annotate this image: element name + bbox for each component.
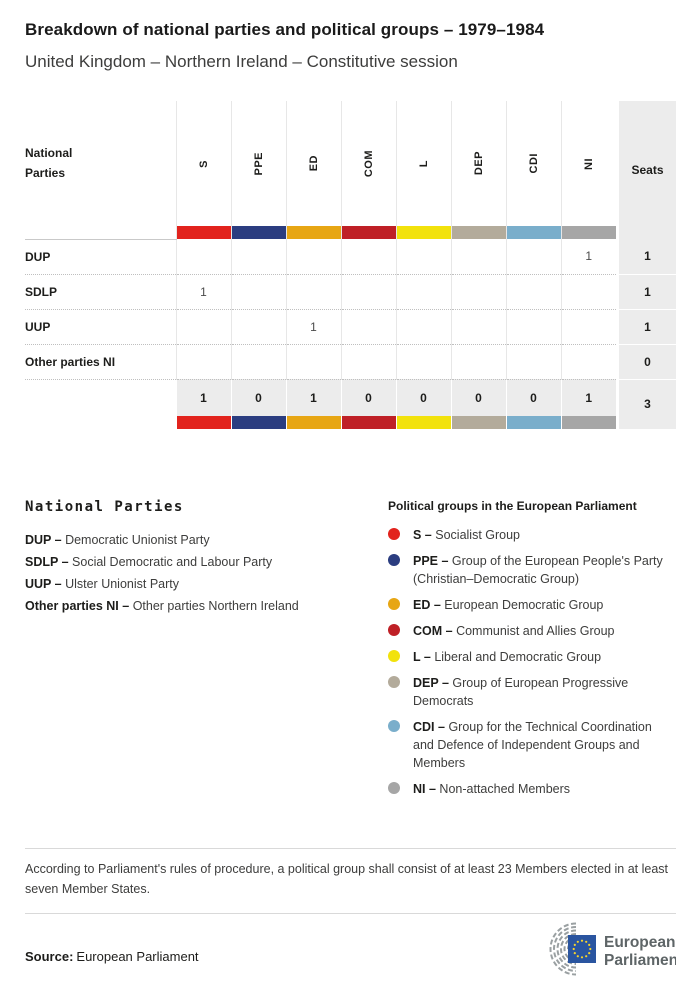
row-total-cell: 0 xyxy=(619,344,676,379)
party-label: UUP xyxy=(25,309,176,344)
group-color-bar xyxy=(396,416,451,429)
seat-cell xyxy=(396,274,451,309)
row-total-cell: 1 xyxy=(619,239,676,274)
seat-cell xyxy=(396,309,451,344)
column-total-cell: 0 xyxy=(506,379,561,416)
table-totals-row xyxy=(25,379,676,416)
group-color-bar xyxy=(286,416,341,429)
legend-color-dot xyxy=(388,676,400,688)
group-color-bar xyxy=(176,416,231,429)
page-title: Breakdown of national parties and political groups – 1979–1984 xyxy=(25,20,545,39)
legend-item: DEP – Group of European Progressive Democrats xyxy=(388,674,676,710)
column-label: S xyxy=(197,159,210,168)
seats-table xyxy=(25,101,676,429)
legend-color-dot xyxy=(388,782,400,794)
legend-color-dot xyxy=(388,650,400,662)
legend-section xyxy=(25,499,676,806)
group-color-bar xyxy=(397,226,451,239)
seat-cell xyxy=(176,309,231,344)
seat-cell xyxy=(506,344,561,379)
column-label: L xyxy=(417,159,430,168)
group-color-bar xyxy=(232,226,286,239)
legend-item: Other parties NI – Other parties Northern Ireland xyxy=(25,599,299,613)
group-color-bar xyxy=(561,416,616,429)
seat-cell xyxy=(231,274,286,309)
grand-total-cell: 3 xyxy=(619,379,676,429)
party-label: SDLP xyxy=(25,274,176,309)
column-total-cell: 1 xyxy=(286,379,341,416)
legend-item: COM – Communist and Allies Group xyxy=(388,622,676,640)
legend-color-dot xyxy=(388,624,400,636)
column-header-NI xyxy=(561,101,616,239)
column-total-cell: 1 xyxy=(561,379,616,416)
legend-item: S – Socialist Group xyxy=(388,526,676,544)
source-line: Source: European Parliament xyxy=(25,949,199,964)
table-row-dup xyxy=(25,239,676,274)
seat-cell xyxy=(451,274,506,309)
legend-item: SDLP – Social Democratic and Labour Party xyxy=(25,555,273,569)
column-total-cell: 1 xyxy=(176,379,231,416)
legend-color-dot xyxy=(388,720,400,732)
seat-cell xyxy=(341,274,396,309)
seat-cell xyxy=(506,239,561,274)
column-label: DEP xyxy=(472,151,485,176)
seat-cell xyxy=(231,309,286,344)
column-label: COM xyxy=(362,149,375,178)
table-row-uup xyxy=(25,309,676,344)
column-label: PPE xyxy=(252,151,265,176)
column-header-COM xyxy=(341,101,396,239)
totals-row-label xyxy=(25,379,176,416)
column-header-DEP xyxy=(451,101,506,239)
party-label: DUP xyxy=(25,239,176,274)
seat-cell xyxy=(561,274,616,309)
seat-cell: 1 xyxy=(561,239,616,274)
seat-cell xyxy=(286,239,341,274)
group-color-bar xyxy=(452,226,506,239)
table-row-other-ni xyxy=(25,344,676,379)
legend-item: DUP – Democratic Unionist Party xyxy=(25,533,210,547)
column-header-ED xyxy=(286,101,341,239)
bottom-color-bar-row xyxy=(25,416,676,429)
table-header-row xyxy=(25,101,676,239)
seat-cell xyxy=(561,309,616,344)
footnote: According to Parliament's rules of procedure, a political group shall consist of at least 23 Members elected in at least seven Member States. xyxy=(25,848,676,899)
legend-item: PPE – Group of the European People's Party (Christian–Democratic Group) xyxy=(388,552,676,588)
group-color-bar xyxy=(231,416,286,429)
seat-cell xyxy=(396,239,451,274)
legend-item: NI – Non-attached Members xyxy=(388,780,676,798)
seat-cell: 1 xyxy=(286,309,341,344)
group-color-bar xyxy=(342,226,396,239)
seat-cell xyxy=(176,344,231,379)
group-color-bar xyxy=(177,226,231,239)
legend-color-dot xyxy=(388,554,400,566)
group-color-bar xyxy=(506,416,561,429)
seat-cell: 1 xyxy=(176,274,231,309)
column-total-cell: 0 xyxy=(231,379,286,416)
column-header-S xyxy=(176,101,231,239)
national-parties-legend xyxy=(25,499,388,806)
seat-cell xyxy=(286,344,341,379)
seat-cell xyxy=(396,344,451,379)
political-groups-legend xyxy=(388,499,676,806)
column-header-L xyxy=(396,101,451,239)
seat-cell xyxy=(506,274,561,309)
seat-cell xyxy=(451,239,506,274)
column-header-CDI xyxy=(506,101,561,239)
political-groups-legend-heading: Political groups in the European Parliament xyxy=(388,499,637,513)
row-axis-header xyxy=(25,101,176,239)
row-total-cell: 1 xyxy=(619,309,676,344)
seat-cell xyxy=(341,344,396,379)
legend-item: CDI – Group for the Technical Coordination and Defence of Independent Groups and Members xyxy=(388,718,676,772)
column-label: ED xyxy=(307,155,320,172)
group-color-bar xyxy=(287,226,341,239)
legend-color-dot xyxy=(388,528,400,540)
national-parties-legend-heading: National Parties xyxy=(25,499,184,515)
page-subtitle: United Kingdom – Northern Ireland – Constitutive session xyxy=(25,52,458,71)
group-color-bar xyxy=(451,416,506,429)
column-total-cell: 0 xyxy=(341,379,396,416)
seat-cell xyxy=(286,274,341,309)
european-parliament-logo xyxy=(524,922,676,983)
legend-item: ED – European Democratic Group xyxy=(388,596,676,614)
party-label: Other parties NI xyxy=(25,344,176,379)
seat-cell xyxy=(341,239,396,274)
table-row-sdlp xyxy=(25,274,676,309)
seat-cell xyxy=(506,309,561,344)
group-color-bar xyxy=(507,226,561,239)
seat-cell xyxy=(561,344,616,379)
legend-color-dot xyxy=(388,598,400,610)
group-color-bar xyxy=(341,416,396,429)
seat-cell xyxy=(176,239,231,274)
seat-cell xyxy=(341,309,396,344)
legend-item: UUP – Ulster Unionist Party xyxy=(25,577,180,591)
seats-column-header: Seats xyxy=(619,101,676,239)
seat-cell xyxy=(231,239,286,274)
column-total-cell: 0 xyxy=(451,379,506,416)
legend-item: L – Liberal and Democratic Group xyxy=(388,648,676,666)
footer xyxy=(25,913,676,983)
seat-cell xyxy=(451,309,506,344)
column-label: NI xyxy=(582,157,595,170)
seat-cell xyxy=(231,344,286,379)
row-axis-label: National Parties xyxy=(25,145,73,180)
eu-flag xyxy=(568,935,596,963)
column-label: CDI xyxy=(527,153,540,174)
column-total-cell: 0 xyxy=(396,379,451,416)
column-header-PPE xyxy=(231,101,286,239)
group-color-bar xyxy=(562,226,617,239)
seat-cell xyxy=(451,344,506,379)
logo-text-line1: European xyxy=(604,934,676,951)
logo-text-line2: Parliament xyxy=(604,952,676,969)
row-total-cell: 1 xyxy=(619,274,676,309)
